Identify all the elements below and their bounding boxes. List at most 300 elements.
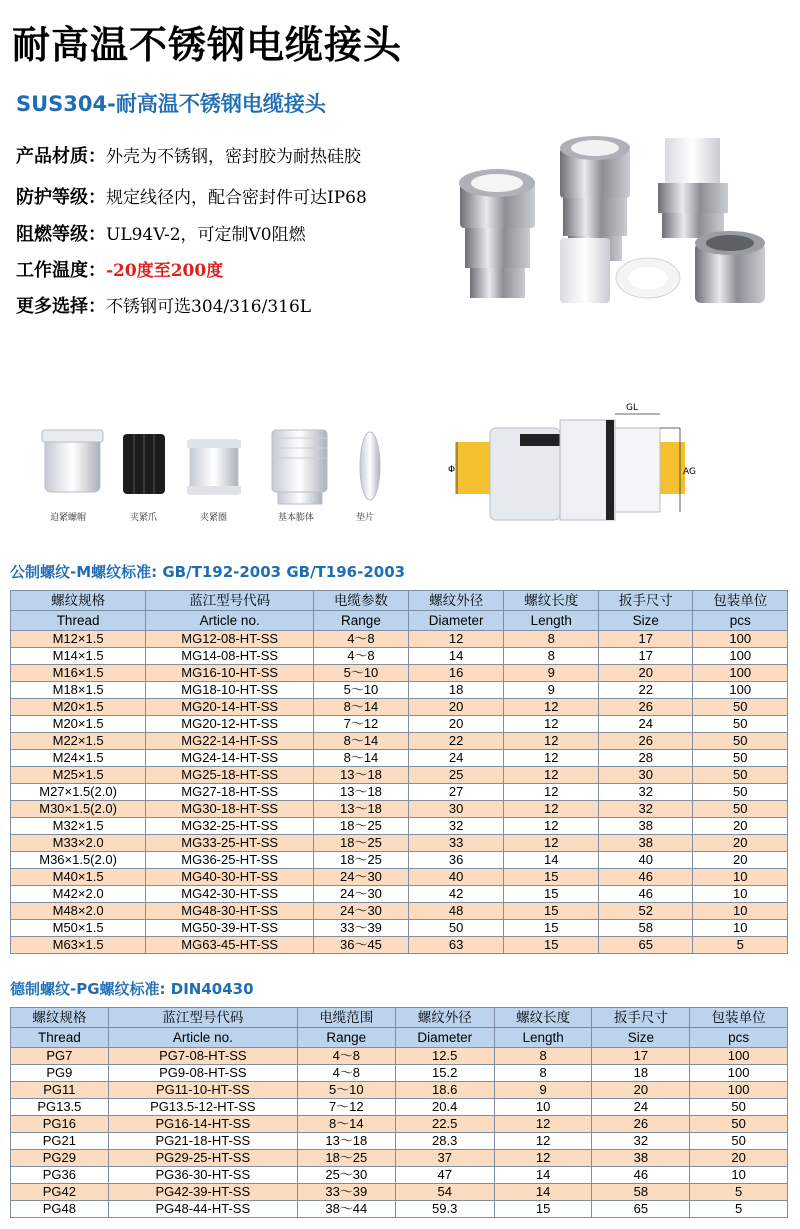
table-cell: PG7 (11, 1048, 109, 1065)
table-cell: 33～39 (314, 920, 408, 937)
spec-flame (16, 220, 306, 246)
table-cell: M25×1.5 (11, 767, 146, 784)
table-cell: 14 (504, 852, 598, 869)
table-cell: MG20-12-HT-SS (146, 716, 314, 733)
header-cell: 电缆范围 (297, 1008, 395, 1028)
table-cell: 12 (504, 733, 598, 750)
table-row (11, 648, 788, 665)
table-cell: PG16 (11, 1116, 109, 1133)
table-cell: 7～12 (297, 1099, 395, 1116)
table-cell: 100 (690, 1048, 788, 1065)
spec-material (16, 142, 361, 168)
table-cell: 30 (408, 801, 504, 818)
table-cell: 48 (408, 903, 504, 920)
table-cell: M20×1.5 (11, 716, 146, 733)
header-cell: 扳手尺寸 (592, 1008, 690, 1028)
table-cell: 100 (693, 682, 788, 699)
table-cell: 58 (598, 920, 692, 937)
table-row (11, 920, 788, 937)
table-cell: 37 (395, 1150, 494, 1167)
table-cell: 12 (504, 750, 598, 767)
table-cell: 5 (693, 937, 788, 954)
header-cell: Length (504, 611, 598, 631)
table-cell: M22×1.5 (11, 733, 146, 750)
table-cell: 5 (690, 1201, 788, 1218)
page-title: 耐高温不锈钢电缆接头 (12, 22, 403, 67)
table-cell: 12 (504, 835, 598, 852)
table-cell: 18.6 (395, 1082, 494, 1099)
header-cell: 螺纹长度 (494, 1008, 592, 1028)
table-cell: 50 (693, 801, 788, 818)
table-cell: 8～14 (314, 733, 408, 750)
spec-label: 更多选择： (16, 296, 106, 317)
washer-part (360, 432, 380, 500)
product-photo (440, 128, 770, 328)
table-cell: PG13.5-12-HT-SS (108, 1099, 297, 1116)
header-cell: 扳手尺寸 (598, 591, 692, 611)
table-cell: PG36 (11, 1167, 109, 1184)
table-cell: M12×1.5 (11, 631, 146, 648)
table-cell: 25～30 (297, 1167, 395, 1184)
pg-spec-table (10, 1007, 788, 1218)
table-cell: 8 (494, 1065, 592, 1082)
table-cell: 38～44 (297, 1201, 395, 1218)
table-row (11, 903, 788, 920)
table-row (11, 886, 788, 903)
table-cell: PG9 (11, 1065, 109, 1082)
table-cell: M27×1.5(2.0) (11, 784, 146, 801)
table-cell: 8 (494, 1048, 592, 1065)
table-row (11, 801, 788, 818)
table-cell: 18～25 (297, 1150, 395, 1167)
table-cell: 8～14 (314, 750, 408, 767)
table-cell: 32 (592, 1133, 690, 1150)
table-cell: PG42-39-HT-SS (108, 1184, 297, 1201)
table-cell: 30 (598, 767, 692, 784)
table-cell: MG20-14-HT-SS (146, 699, 314, 716)
table-row (11, 716, 788, 733)
table-cell: 25 (408, 767, 504, 784)
ag-label: AG (683, 467, 696, 477)
table-cell: 14 (494, 1184, 592, 1201)
table-row (11, 1201, 788, 1218)
table-cell: 10 (690, 1167, 788, 1184)
table-cell: 13～18 (314, 784, 408, 801)
table-cell: M18×1.5 (11, 682, 146, 699)
spec-value: 外壳为不锈钢，密封胶为耐热硅胶 (106, 147, 361, 167)
table-cell: PG21-18-HT-SS (108, 1133, 297, 1150)
table-cell: 50 (693, 767, 788, 784)
header-cell: 蓝江型号代码 (108, 1008, 297, 1028)
table-cell: 26 (598, 699, 692, 716)
table-cell: 17 (598, 631, 692, 648)
table-cell: 26 (598, 733, 692, 750)
table-cell: 42 (408, 886, 504, 903)
body-part (272, 430, 327, 504)
table-cell: M24×1.5 (11, 750, 146, 767)
table-cell: 20 (693, 852, 788, 869)
diameter-label: Φ (448, 465, 456, 475)
part-caption: 夹紧圈 (200, 513, 228, 523)
table-cell: 54 (395, 1184, 494, 1201)
spec-temperature (16, 256, 223, 282)
table-cell: PG21 (11, 1133, 109, 1150)
table-cell: 8～14 (297, 1116, 395, 1133)
table-cell: 32 (598, 784, 692, 801)
table-row (11, 1167, 788, 1184)
table-cell: 10 (494, 1099, 592, 1116)
table-cell: 10 (693, 869, 788, 886)
table-cell: 16 (408, 665, 504, 682)
table-cell: 13～18 (314, 767, 408, 784)
table-cell: 24 (408, 750, 504, 767)
table-cell: 18～25 (314, 835, 408, 852)
table-cell: 32 (408, 818, 504, 835)
compression-nut-part (42, 430, 103, 492)
table-cell: 24～30 (314, 869, 408, 886)
table-cell: MG48-30-HT-SS (146, 903, 314, 920)
table-cell: 26 (592, 1116, 690, 1133)
table-cell: 18 (592, 1065, 690, 1082)
table-cell: 18～25 (314, 852, 408, 869)
table-cell: 15 (504, 937, 598, 954)
table-cell: 12 (504, 801, 598, 818)
table-cell: 32 (598, 801, 692, 818)
table-cell: 14 (494, 1167, 592, 1184)
header-cell: pcs (690, 1028, 788, 1048)
table-cell: MG12-08-HT-SS (146, 631, 314, 648)
header-cell: Article no. (108, 1028, 297, 1048)
header-cell: pcs (693, 611, 788, 631)
table-cell: 14 (408, 648, 504, 665)
table-cell: M14×1.5 (11, 648, 146, 665)
header-row-en (11, 1028, 788, 1048)
header-cell: Size (592, 1028, 690, 1048)
table-cell: 65 (592, 1201, 690, 1218)
table-cell: MG22-14-HT-SS (146, 733, 314, 750)
table-cell: 15 (504, 869, 598, 886)
table-cell: 20 (690, 1150, 788, 1167)
table-cell: 10 (693, 920, 788, 937)
table-cell: 12 (494, 1133, 592, 1150)
spec-options (16, 292, 311, 318)
header-cell: 螺纹规格 (11, 1008, 109, 1028)
table-cell: 100 (690, 1082, 788, 1099)
table-cell: 8～14 (314, 699, 408, 716)
table-cell: 12 (504, 818, 598, 835)
spec-label: 阻燃等级： (16, 224, 106, 245)
header-cell: 包装单位 (693, 591, 788, 611)
table-cell: 52 (598, 903, 692, 920)
table-row (11, 1184, 788, 1201)
table-row (11, 1048, 788, 1065)
header-cell: 螺纹外径 (395, 1008, 494, 1028)
table-cell: 20 (598, 665, 692, 682)
header-cell: 蓝江型号代码 (146, 591, 314, 611)
table-row (11, 665, 788, 682)
spec-value: UL94V-2，可定制V0阻燃 (106, 225, 306, 245)
header-cell: Range (297, 1028, 395, 1048)
header-cell: 螺纹长度 (504, 591, 598, 611)
spec-protection (16, 183, 367, 209)
table-row (11, 1150, 788, 1167)
table-row (11, 835, 788, 852)
table-cell: 12 (504, 716, 598, 733)
table-cell: 10 (693, 886, 788, 903)
table-cell: 50 (690, 1099, 788, 1116)
table-cell: 100 (690, 1065, 788, 1082)
table-cell: 50 (693, 784, 788, 801)
table-cell: 24～30 (314, 903, 408, 920)
table-cell: 47 (395, 1167, 494, 1184)
table-cell: 8 (504, 631, 598, 648)
table-cell: 40 (598, 852, 692, 869)
table-cell: PG29-25-HT-SS (108, 1150, 297, 1167)
table-cell: 15 (504, 903, 598, 920)
table-cell: M48×2.0 (11, 903, 146, 920)
table-cell: 24～30 (314, 886, 408, 903)
table-cell: 15 (504, 920, 598, 937)
table-cell: 36～45 (314, 937, 408, 954)
table-row (11, 1065, 788, 1082)
header-cell: Size (598, 611, 692, 631)
header-cell: 螺纹规格 (11, 591, 146, 611)
table-cell: M42×2.0 (11, 886, 146, 903)
table-cell: 100 (693, 665, 788, 682)
table-cell: 13～18 (297, 1133, 395, 1150)
table-cell: 36 (408, 852, 504, 869)
spec-label: 工作温度： (16, 260, 106, 281)
header-row-en (11, 611, 788, 631)
pg-heading: 德制螺纹-PG螺纹标准: DIN40430 (10, 980, 254, 998)
table-cell: 5 (690, 1184, 788, 1201)
table-cell: MG18-10-HT-SS (146, 682, 314, 699)
table-row (11, 852, 788, 869)
table-cell: PG48 (11, 1201, 109, 1218)
table-row (11, 937, 788, 954)
table-cell: 38 (592, 1150, 690, 1167)
part-caption: 基本膨体 (278, 513, 315, 523)
table-cell: 40 (408, 869, 504, 886)
header-cell: Diameter (408, 611, 504, 631)
table-cell: 50 (693, 733, 788, 750)
table-cell: M40×1.5 (11, 869, 146, 886)
table-cell: 5～10 (314, 682, 408, 699)
table-row (11, 682, 788, 699)
table-cell: 22 (408, 733, 504, 750)
table-cell: M50×1.5 (11, 920, 146, 937)
table-cell: 9 (494, 1082, 592, 1099)
table-cell: PG29 (11, 1150, 109, 1167)
table-cell: 5～10 (297, 1082, 395, 1099)
table-row (11, 767, 788, 784)
table-cell: 4～8 (297, 1065, 395, 1082)
metric-spec-table (10, 590, 788, 954)
spec-value: 不锈钢可选304/316/316L (106, 297, 312, 317)
table-cell: MG40-30-HT-SS (146, 869, 314, 886)
table-cell: M30×1.5(2.0) (11, 801, 146, 818)
table-cell: 15.2 (395, 1065, 494, 1082)
table-cell: 59.3 (395, 1201, 494, 1218)
header-cell: 包装单位 (690, 1008, 788, 1028)
table-cell: 15 (494, 1201, 592, 1218)
table-cell: 46 (598, 886, 692, 903)
table-cell: 50 (408, 920, 504, 937)
spec-label: 产品材质： (16, 146, 106, 167)
header-cell: Thread (11, 611, 146, 631)
table-cell: PG36-30-HT-SS (108, 1167, 297, 1184)
table-row (11, 869, 788, 886)
table-cell: 15 (504, 886, 598, 903)
table-cell: MG32-25-HT-SS (146, 818, 314, 835)
table-row (11, 784, 788, 801)
clamp-ring-part (187, 440, 241, 494)
gl-label: GL (626, 403, 638, 413)
table-cell: 20 (592, 1082, 690, 1099)
table-cell: MG63-45-HT-SS (146, 937, 314, 954)
page-subtitle: SUS304-耐高温不锈钢电缆接头 (16, 92, 326, 116)
table-cell: PG11 (11, 1082, 109, 1099)
table-cell: MG30-18-HT-SS (146, 801, 314, 818)
table-cell: 50 (693, 699, 788, 716)
table-cell: MG14-08-HT-SS (146, 648, 314, 665)
table-row (11, 1133, 788, 1150)
header-cell: Length (494, 1028, 592, 1048)
table-cell: 12 (408, 631, 504, 648)
table-cell: MG24-14-HT-SS (146, 750, 314, 767)
table-cell: 50 (690, 1133, 788, 1150)
table-cell: 24 (598, 716, 692, 733)
table-row (11, 1082, 788, 1099)
table-cell: 100 (693, 648, 788, 665)
table-cell: 65 (598, 937, 692, 954)
header-cell: 螺纹外径 (408, 591, 504, 611)
table-cell: 10 (693, 903, 788, 920)
table-row (11, 733, 788, 750)
table-cell: 20 (693, 835, 788, 852)
spec-value: -20度至200度 (106, 261, 224, 281)
table-cell: MG25-18-HT-SS (146, 767, 314, 784)
table-cell: 22.5 (395, 1116, 494, 1133)
table-cell: PG42 (11, 1184, 109, 1201)
header-cell: Diameter (395, 1028, 494, 1048)
table-cell: 50 (693, 716, 788, 733)
table-cell: 4～8 (314, 631, 408, 648)
table-cell: 46 (598, 869, 692, 886)
table-cell: 17 (598, 648, 692, 665)
table-cell: 33 (408, 835, 504, 852)
table-cell: PG9-08-HT-SS (108, 1065, 297, 1082)
table-cell: PG7-08-HT-SS (108, 1048, 297, 1065)
table-row (11, 818, 788, 835)
table-row (11, 1099, 788, 1116)
table-cell: 24 (592, 1099, 690, 1116)
table-cell: 100 (693, 631, 788, 648)
table-cell: 20 (408, 716, 504, 733)
table-cell: 27 (408, 784, 504, 801)
table-cell: PG48-44-HT-SS (108, 1201, 297, 1218)
table-cell: MG33-25-HT-SS (146, 835, 314, 852)
table-cell: 4～8 (297, 1048, 395, 1065)
metric-heading: 公制螺纹-M螺纹标准: GB/T192-2003 GB/T196-2003 (10, 563, 406, 581)
table-cell: MG42-30-HT-SS (146, 886, 314, 903)
table-cell: 20.4 (395, 1099, 494, 1116)
table-cell: 12 (504, 767, 598, 784)
table-cell: 5～10 (314, 665, 408, 682)
part-caption: 迫紧螺帽 (50, 513, 87, 523)
part-caption: 夹紧爪 (130, 513, 158, 523)
table-cell: PG11-10-HT-SS (108, 1082, 297, 1099)
table-row (11, 750, 788, 767)
table-cell: M32×1.5 (11, 818, 146, 835)
table-cell: MG36-25-HT-SS (146, 852, 314, 869)
table-cell: 18～25 (314, 818, 408, 835)
table-cell: 33～39 (297, 1184, 395, 1201)
table-cell: 12.5 (395, 1048, 494, 1065)
clamp-claw-part (123, 434, 165, 494)
table-cell: 13～18 (314, 801, 408, 818)
table-cell: 12 (494, 1116, 592, 1133)
table-cell: 28 (598, 750, 692, 767)
header-cell: Thread (11, 1028, 109, 1048)
table-cell: M20×1.5 (11, 699, 146, 716)
table-cell: 9 (504, 665, 598, 682)
spec-value: 规定线径内，配合密封件可达IP68 (106, 188, 367, 208)
table-cell: MG16-10-HT-SS (146, 665, 314, 682)
table-cell: M63×1.5 (11, 937, 146, 954)
spec-label: 防护等级： (16, 187, 106, 208)
table-cell: 50 (690, 1116, 788, 1133)
cross-section-diagram (430, 398, 700, 538)
header-row-cn (11, 1008, 788, 1028)
header-cell: 电缆参数 (314, 591, 408, 611)
table-cell: M16×1.5 (11, 665, 146, 682)
table-cell: 7～12 (314, 716, 408, 733)
table-cell: 12 (504, 699, 598, 716)
table-cell: MG27-18-HT-SS (146, 784, 314, 801)
header-cell: Article no. (146, 611, 314, 631)
table-cell: MG50-39-HT-SS (146, 920, 314, 937)
table-cell: 8 (504, 648, 598, 665)
table-cell: 4～8 (314, 648, 408, 665)
header-row-cn (11, 591, 788, 611)
table-row (11, 699, 788, 716)
table-cell: 20 (408, 699, 504, 716)
table-cell: 28.3 (395, 1133, 494, 1150)
header-cell: Range (314, 611, 408, 631)
table-cell: M36×1.5(2.0) (11, 852, 146, 869)
table-cell: 38 (598, 835, 692, 852)
table-cell: PG13.5 (11, 1099, 109, 1116)
table-cell: 63 (408, 937, 504, 954)
part-caption: 垫片 (356, 513, 375, 523)
table-cell: 17 (592, 1048, 690, 1065)
table-cell: 22 (598, 682, 692, 699)
table-cell: 58 (592, 1184, 690, 1201)
table-cell: PG16-14-HT-SS (108, 1116, 297, 1133)
table-cell: 18 (408, 682, 504, 699)
table-cell: 12 (494, 1150, 592, 1167)
table-cell: 46 (592, 1167, 690, 1184)
table-row (11, 1116, 788, 1133)
table-cell: 20 (693, 818, 788, 835)
table-cell: 12 (504, 784, 598, 801)
table-cell: 50 (693, 750, 788, 767)
table-cell: 9 (504, 682, 598, 699)
table-cell: 38 (598, 818, 692, 835)
table-row (11, 631, 788, 648)
table-cell: M33×2.0 (11, 835, 146, 852)
